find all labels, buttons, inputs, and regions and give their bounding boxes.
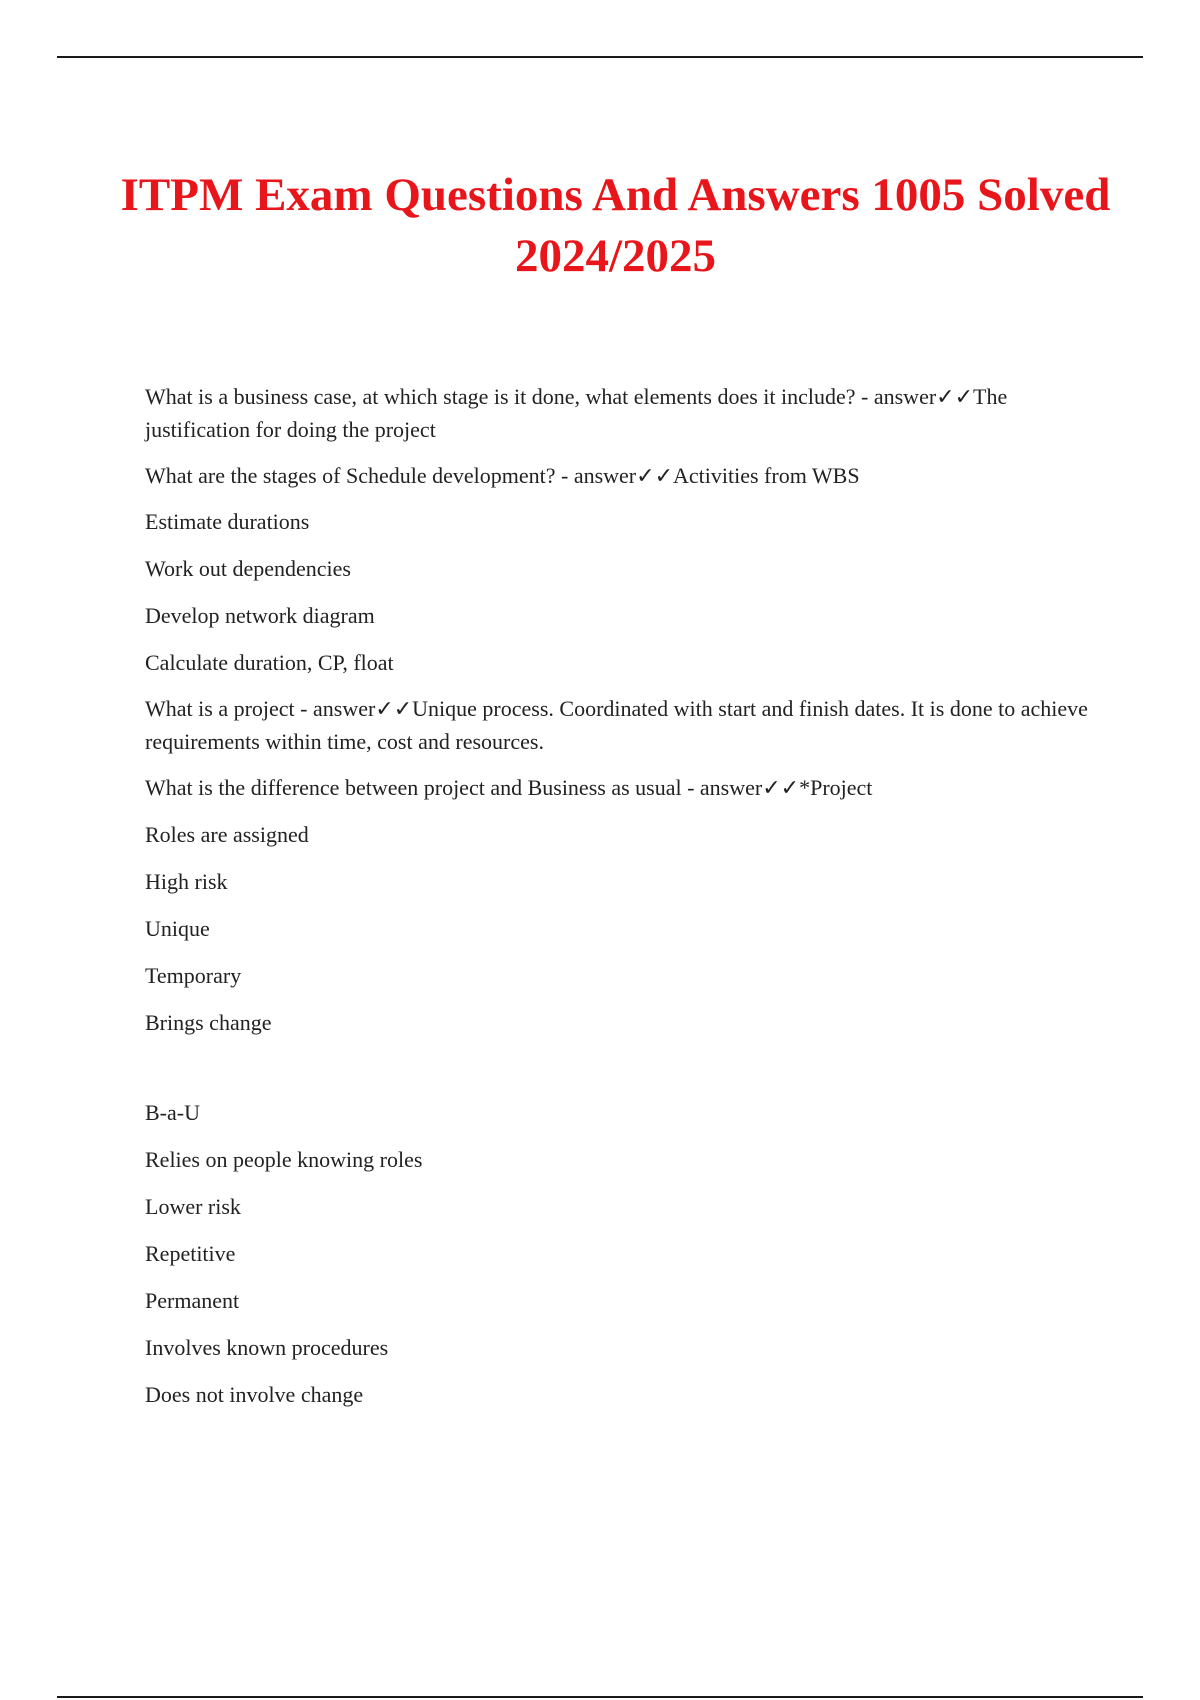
- bottom-rule: [57, 1696, 1143, 1698]
- paragraph-gap: [145, 1053, 1090, 1096]
- document-body: [145, 380, 1090, 1425]
- list-item: Calculate duration, CP, float: [145, 650, 394, 675]
- list-item: Involves known procedures: [145, 1335, 389, 1360]
- document-title: ITPM Exam Questions And Answers 1005 Solved 2024/2025: [120, 169, 1111, 282]
- list-item: Develop network diagram: [145, 603, 375, 628]
- list-item: Brings change: [145, 1010, 272, 1035]
- list-item: Temporary: [145, 963, 242, 988]
- qa-business-case: What is a business case, at which stage is it done, what elements does it include? - answer✓✓The justification for doing the project: [145, 384, 1008, 442]
- list-item: Does not involve change: [145, 1382, 364, 1407]
- list-item: Estimate durations: [145, 509, 310, 534]
- list-item: Lower risk: [145, 1194, 241, 1219]
- list-item: High risk: [145, 869, 228, 894]
- top-rule: [57, 56, 1143, 58]
- list-item: Repetitive: [145, 1241, 236, 1266]
- qa-project-vs-bau: What is the difference between project and Business as usual - answer✓✓*Project: [145, 775, 873, 800]
- list-item: Unique: [145, 916, 210, 941]
- qa-what-is-project: What is a project - answer✓✓Unique process. Coordinated with start and finish dates. It is done to achieve requirements within time, cost and resources.: [145, 696, 1088, 754]
- list-item: Relies on people knowing roles: [145, 1147, 423, 1172]
- qa-schedule-development: What are the stages of Schedule development? - answer✓✓Activities from WBS: [145, 463, 860, 488]
- list-item: Permanent: [145, 1288, 240, 1313]
- list-item: Work out dependencies: [145, 556, 351, 581]
- list-item: Roles are assigned: [145, 822, 309, 847]
- list-heading-bau: B-a-U: [145, 1100, 200, 1125]
